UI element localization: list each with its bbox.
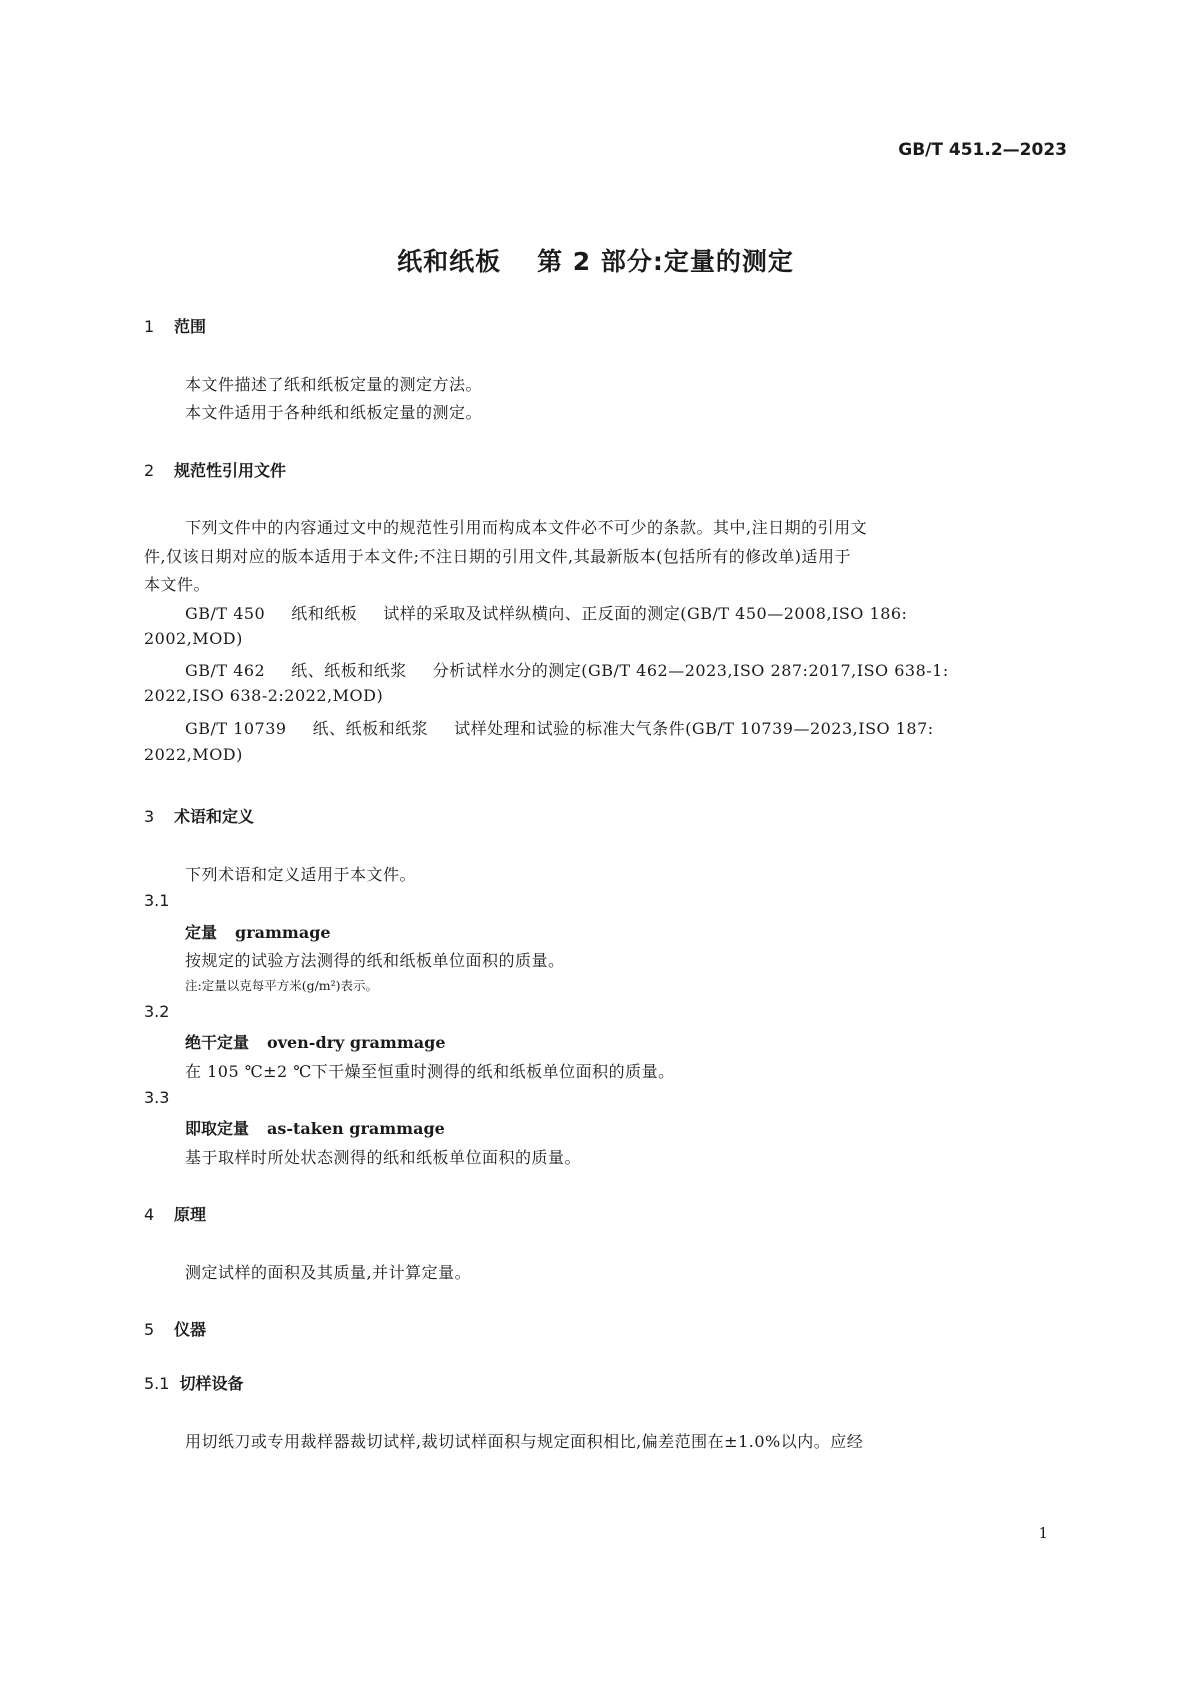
- section-title: 原理: [174, 1205, 207, 1224]
- reference-entry-cont: 2022,MOD): [144, 745, 243, 764]
- section-number: 1: [144, 317, 155, 336]
- term-zh: 定量: [185, 923, 218, 942]
- reference-entry: [185, 658, 949, 681]
- s3-intro: 下列术语和定义适用于本文件。: [185, 865, 417, 884]
- s4-paragraph: 测定试样的面积及其质量,并计算定量。: [185, 1263, 472, 1282]
- section-4-heading: [144, 1202, 206, 1225]
- ref-desc: 试样处理和试验的标准大气条件(GB/T 10739—2023,ISO 187:: [454, 719, 934, 738]
- document-title: [0, 242, 1191, 278]
- ref-code: GB/T 462: [185, 661, 266, 680]
- s2-intro-line-2: 件,仅该日期对应的版本适用于本文件;不注日期的引用文件,其最新版本(包括所有的修改单)适用于: [144, 547, 852, 566]
- title-part-a: 纸和纸板: [397, 247, 502, 276]
- section-1-heading: [144, 314, 206, 337]
- page-number: 1: [1038, 1524, 1048, 1542]
- reference-entry: [185, 716, 934, 739]
- term-en: oven-dry grammage: [267, 1033, 446, 1052]
- section-number: 3: [144, 807, 155, 826]
- section-5-heading: [144, 1317, 206, 1340]
- term-definition: 按规定的试验方法测得的纸和纸板单位面积的质量。: [185, 951, 565, 970]
- term-en: grammage: [235, 923, 331, 942]
- term-number: 3.1: [144, 891, 170, 910]
- term-zh: 绝干定量: [185, 1033, 250, 1052]
- term-en: as-taken grammage: [267, 1119, 445, 1138]
- s1-paragraph-2: 本文件适用于各种纸和纸板定量的测定。: [185, 403, 483, 422]
- section-title: 范围: [174, 317, 207, 336]
- ref-code: GB/T 450: [185, 604, 266, 623]
- title-part-b: 第 2 部分:定量的测定: [537, 247, 794, 276]
- term-definition: 基于取样时所处状态测得的纸和纸板单位面积的质量。: [185, 1148, 582, 1167]
- subsection-title: 切样设备: [179, 1374, 244, 1393]
- term-zh: 即取定量: [185, 1119, 250, 1138]
- reference-entry-cont: 2022,ISO 638-2:2022,MOD): [144, 686, 384, 705]
- reference-entry: [185, 601, 907, 624]
- term-heading: [185, 1030, 446, 1053]
- term-number: 3.2: [144, 1002, 170, 1021]
- section-number: 2: [144, 461, 155, 480]
- standard-code: GB/T 451.2—2023: [898, 140, 1067, 160]
- s5-1-paragraph: 用切纸刀或专用裁样器裁切试样,裁切试样面积与规定面积相比,偏差范围在±1.0%以内。应经: [185, 1432, 864, 1451]
- term-definition: 在 105 ℃±2 ℃下干燥至恒重时测得的纸和纸板单位面积的质量。: [185, 1062, 675, 1081]
- s1-paragraph-1: 本文件描述了纸和纸板定量的测定方法。: [185, 375, 483, 394]
- s2-intro-line-1: 下列文件中的内容通过文中的规范性引用而构成本文件必不可少的条款。其中,注日期的引用文: [185, 518, 868, 537]
- term-note: 注:定量以克每平方米(g/m²)表示。: [185, 978, 379, 993]
- ref-name: 纸、纸板和纸浆: [312, 719, 429, 738]
- section-3-heading: [144, 804, 254, 827]
- ref-code: GB/T 10739: [185, 719, 287, 738]
- subsection-5-1-heading: [144, 1371, 243, 1394]
- section-title: 术语和定义: [174, 807, 255, 826]
- subsection-number: 5.1: [144, 1374, 170, 1393]
- ref-desc: 分析试样水分的测定(GB/T 462—2023,ISO 287:2017,ISO 638-1:: [432, 661, 949, 680]
- section-number: 4: [144, 1205, 155, 1224]
- section-title: 规范性引用文件: [174, 461, 287, 480]
- term-heading: [185, 1116, 445, 1139]
- ref-name: 纸、纸板和纸浆: [291, 661, 407, 680]
- s2-intro-line-3: 本文件。: [144, 575, 211, 594]
- section-title: 仪器: [174, 1320, 207, 1339]
- reference-entry-cont: 2002,MOD): [144, 629, 243, 648]
- term-heading: [185, 920, 331, 943]
- term-number: 3.3: [144, 1088, 170, 1107]
- ref-name: 纸和纸板: [291, 604, 358, 623]
- ref-desc: 试样的采取及试样纵横向、正反面的测定(GB/T 450—2008,ISO 186:: [383, 604, 908, 623]
- section-2-heading: [144, 458, 286, 481]
- section-number: 5: [144, 1320, 155, 1339]
